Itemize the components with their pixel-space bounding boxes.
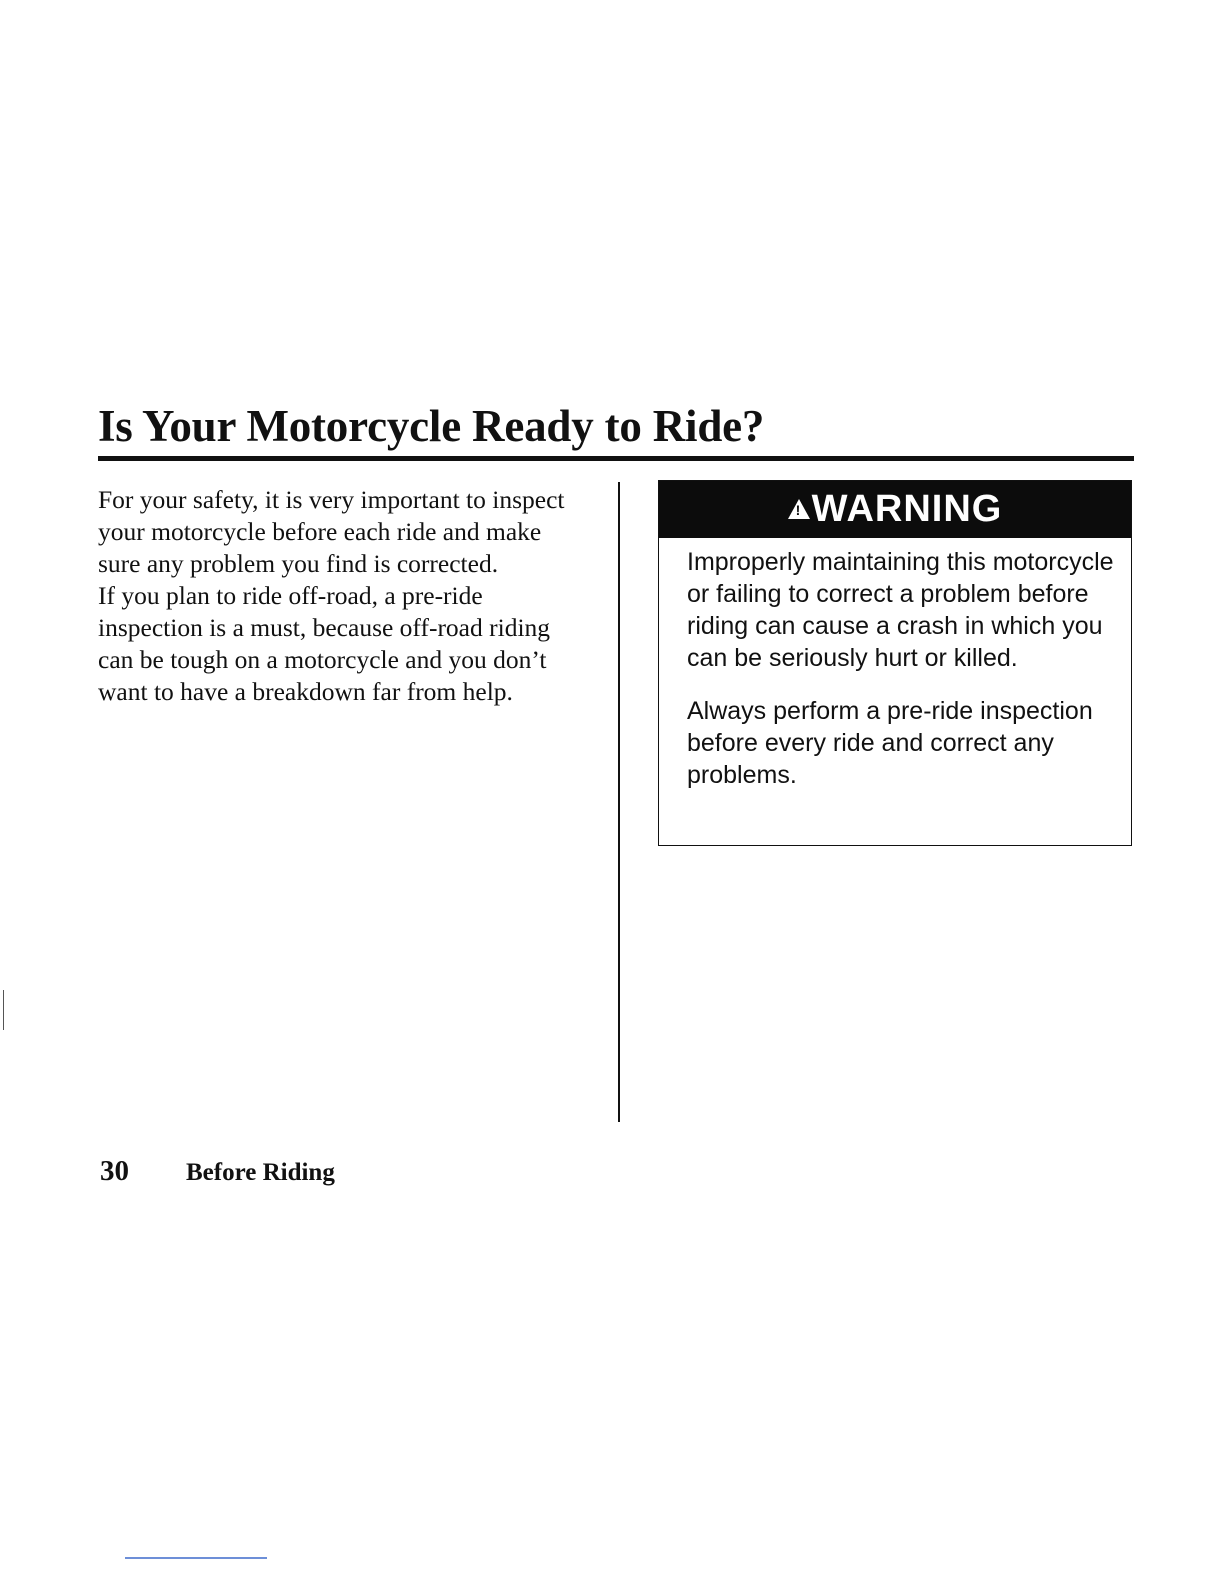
warning-triangle-icon <box>788 499 810 519</box>
intro-text <box>98 484 568 708</box>
page-number: 30 <box>100 1155 129 1187</box>
page-title: Is Your Motorcycle Ready to Ride? <box>98 401 765 451</box>
warning-paragraph: Improperly maintaining this motorcycle or failing to correct a problem before riding can cause a crash in which you can be seriously hurt or killed. <box>687 548 1114 672</box>
page-footer <box>100 1155 335 1188</box>
warning-heading: WARNING <box>811 488 1003 530</box>
warning-box <box>658 480 1132 846</box>
warning-paragraph: Always perform a pre-ride inspection before every ride and correct any problems. <box>687 697 1093 789</box>
column-divider <box>618 482 620 1122</box>
intro-paragraph: If you plan to ride off-road, a pre-ride inspection is a must, because off-road riding can be tough on a motorcycle and you don’t want to have a breakdown far from help. <box>98 581 551 706</box>
bottom-mark <box>125 1557 267 1559</box>
warning-body <box>659 538 1131 791</box>
warning-header <box>659 481 1131 538</box>
section-name: Before Riding <box>186 1159 335 1186</box>
margin-mark <box>3 990 4 1030</box>
title-rule <box>98 456 1134 461</box>
intro-paragraph: For your safety, it is very important to inspect your motorcycle before each ride and make sure any problem you find is corrected. <box>98 485 565 578</box>
